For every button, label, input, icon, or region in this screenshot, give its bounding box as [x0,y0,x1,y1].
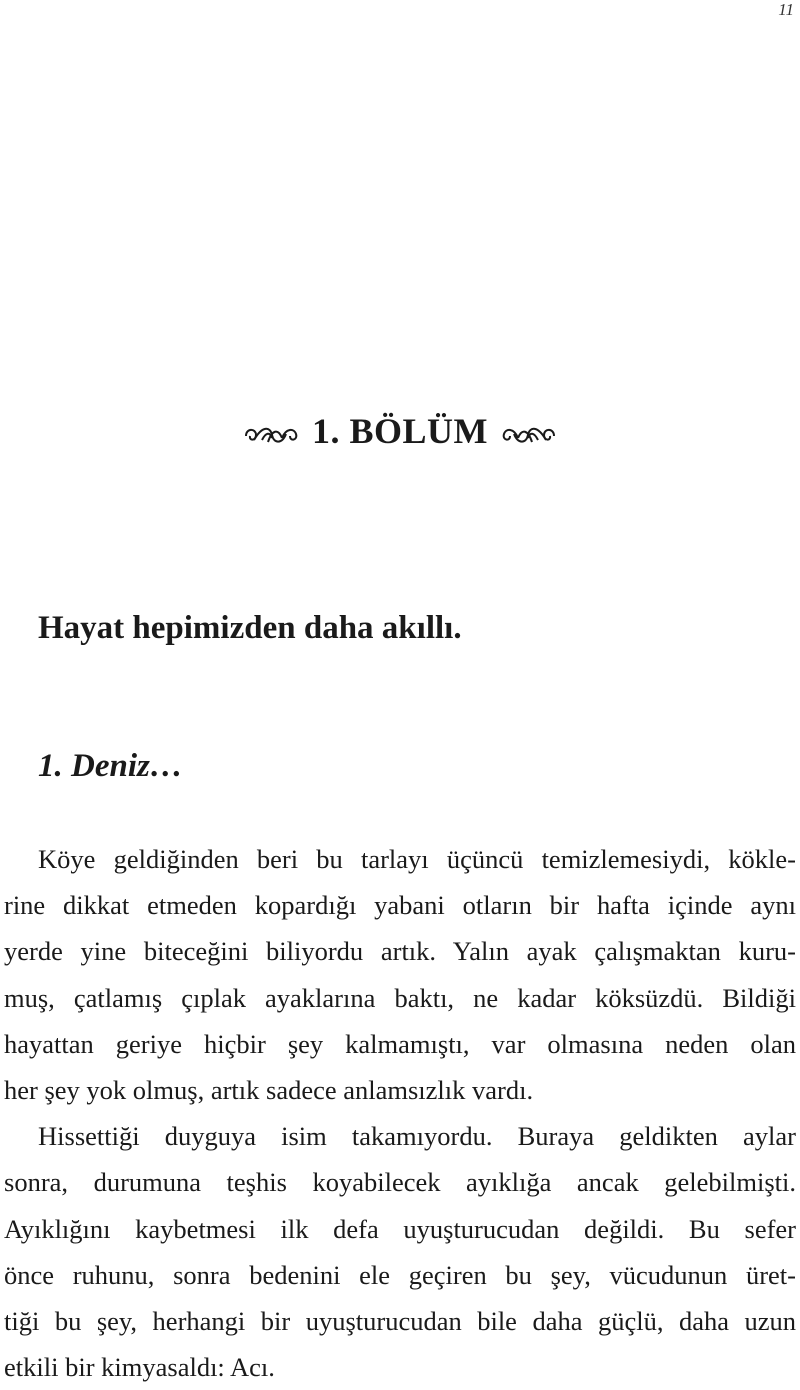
text-line: muş, çatlamış çıplak ayaklarına baktı, ne kadar köksüzdü. Bildiği [4,982,796,1013]
scroll-ornament-icon [496,422,558,448]
text-line: Köye geldiğinden beri bu tarlayı üçüncü temizlemesiydi, kökle- [38,844,796,874]
scroll-ornament-icon [242,422,304,448]
text-line: sonra, durumuna teşhis koyabilecek ayıklığa ancak gelebilmişti. [4,1167,796,1198]
paragraph [4,1113,796,1390]
page-number: 11 [778,0,794,19]
text-line: rine dikkat etmeden kopardığı yabani otların bir hafta içinde aynı [4,890,796,921]
text-line: önce ruhunu, sonra bedenini ele geçiren bu şey, vücudunun üret- [4,1259,796,1290]
text-line: Ayıklığını kaybetmesi ilk defa uyuşturucudan değildi. Bu sefer [4,1213,796,1244]
chapter-title: 1. BÖLÜM [311,411,488,451]
text-line: hayattan geriye hiçbir şey kalmamıştı, var olmasına neden olan [4,1028,796,1059]
chapter-heading-row [0,410,800,452]
text-line: her şey yok olmuş, artık sadece anlamsızlık vardı. [4,1075,534,1106]
body-text [4,836,796,1390]
epigraph: Hayat hepimizden daha akıllı. [38,610,462,646]
text-line: Hissettiği duyguya isim takamıyordu. Buraya geldikten aylar [38,1121,796,1152]
text-line: tiği bu şey, herhangi bir uyuşturucudan bile daha güçlü, daha uzun [4,1306,796,1337]
text-line: yerde yine biteceğini biliyordu artık. Yalın ayak çalışmaktan kuru- [4,936,796,967]
section-title: 1. Deniz… [38,748,183,784]
text-line: etkili bir kimyasaldı: Acı. [4,1352,275,1383]
paragraph [4,836,796,1113]
